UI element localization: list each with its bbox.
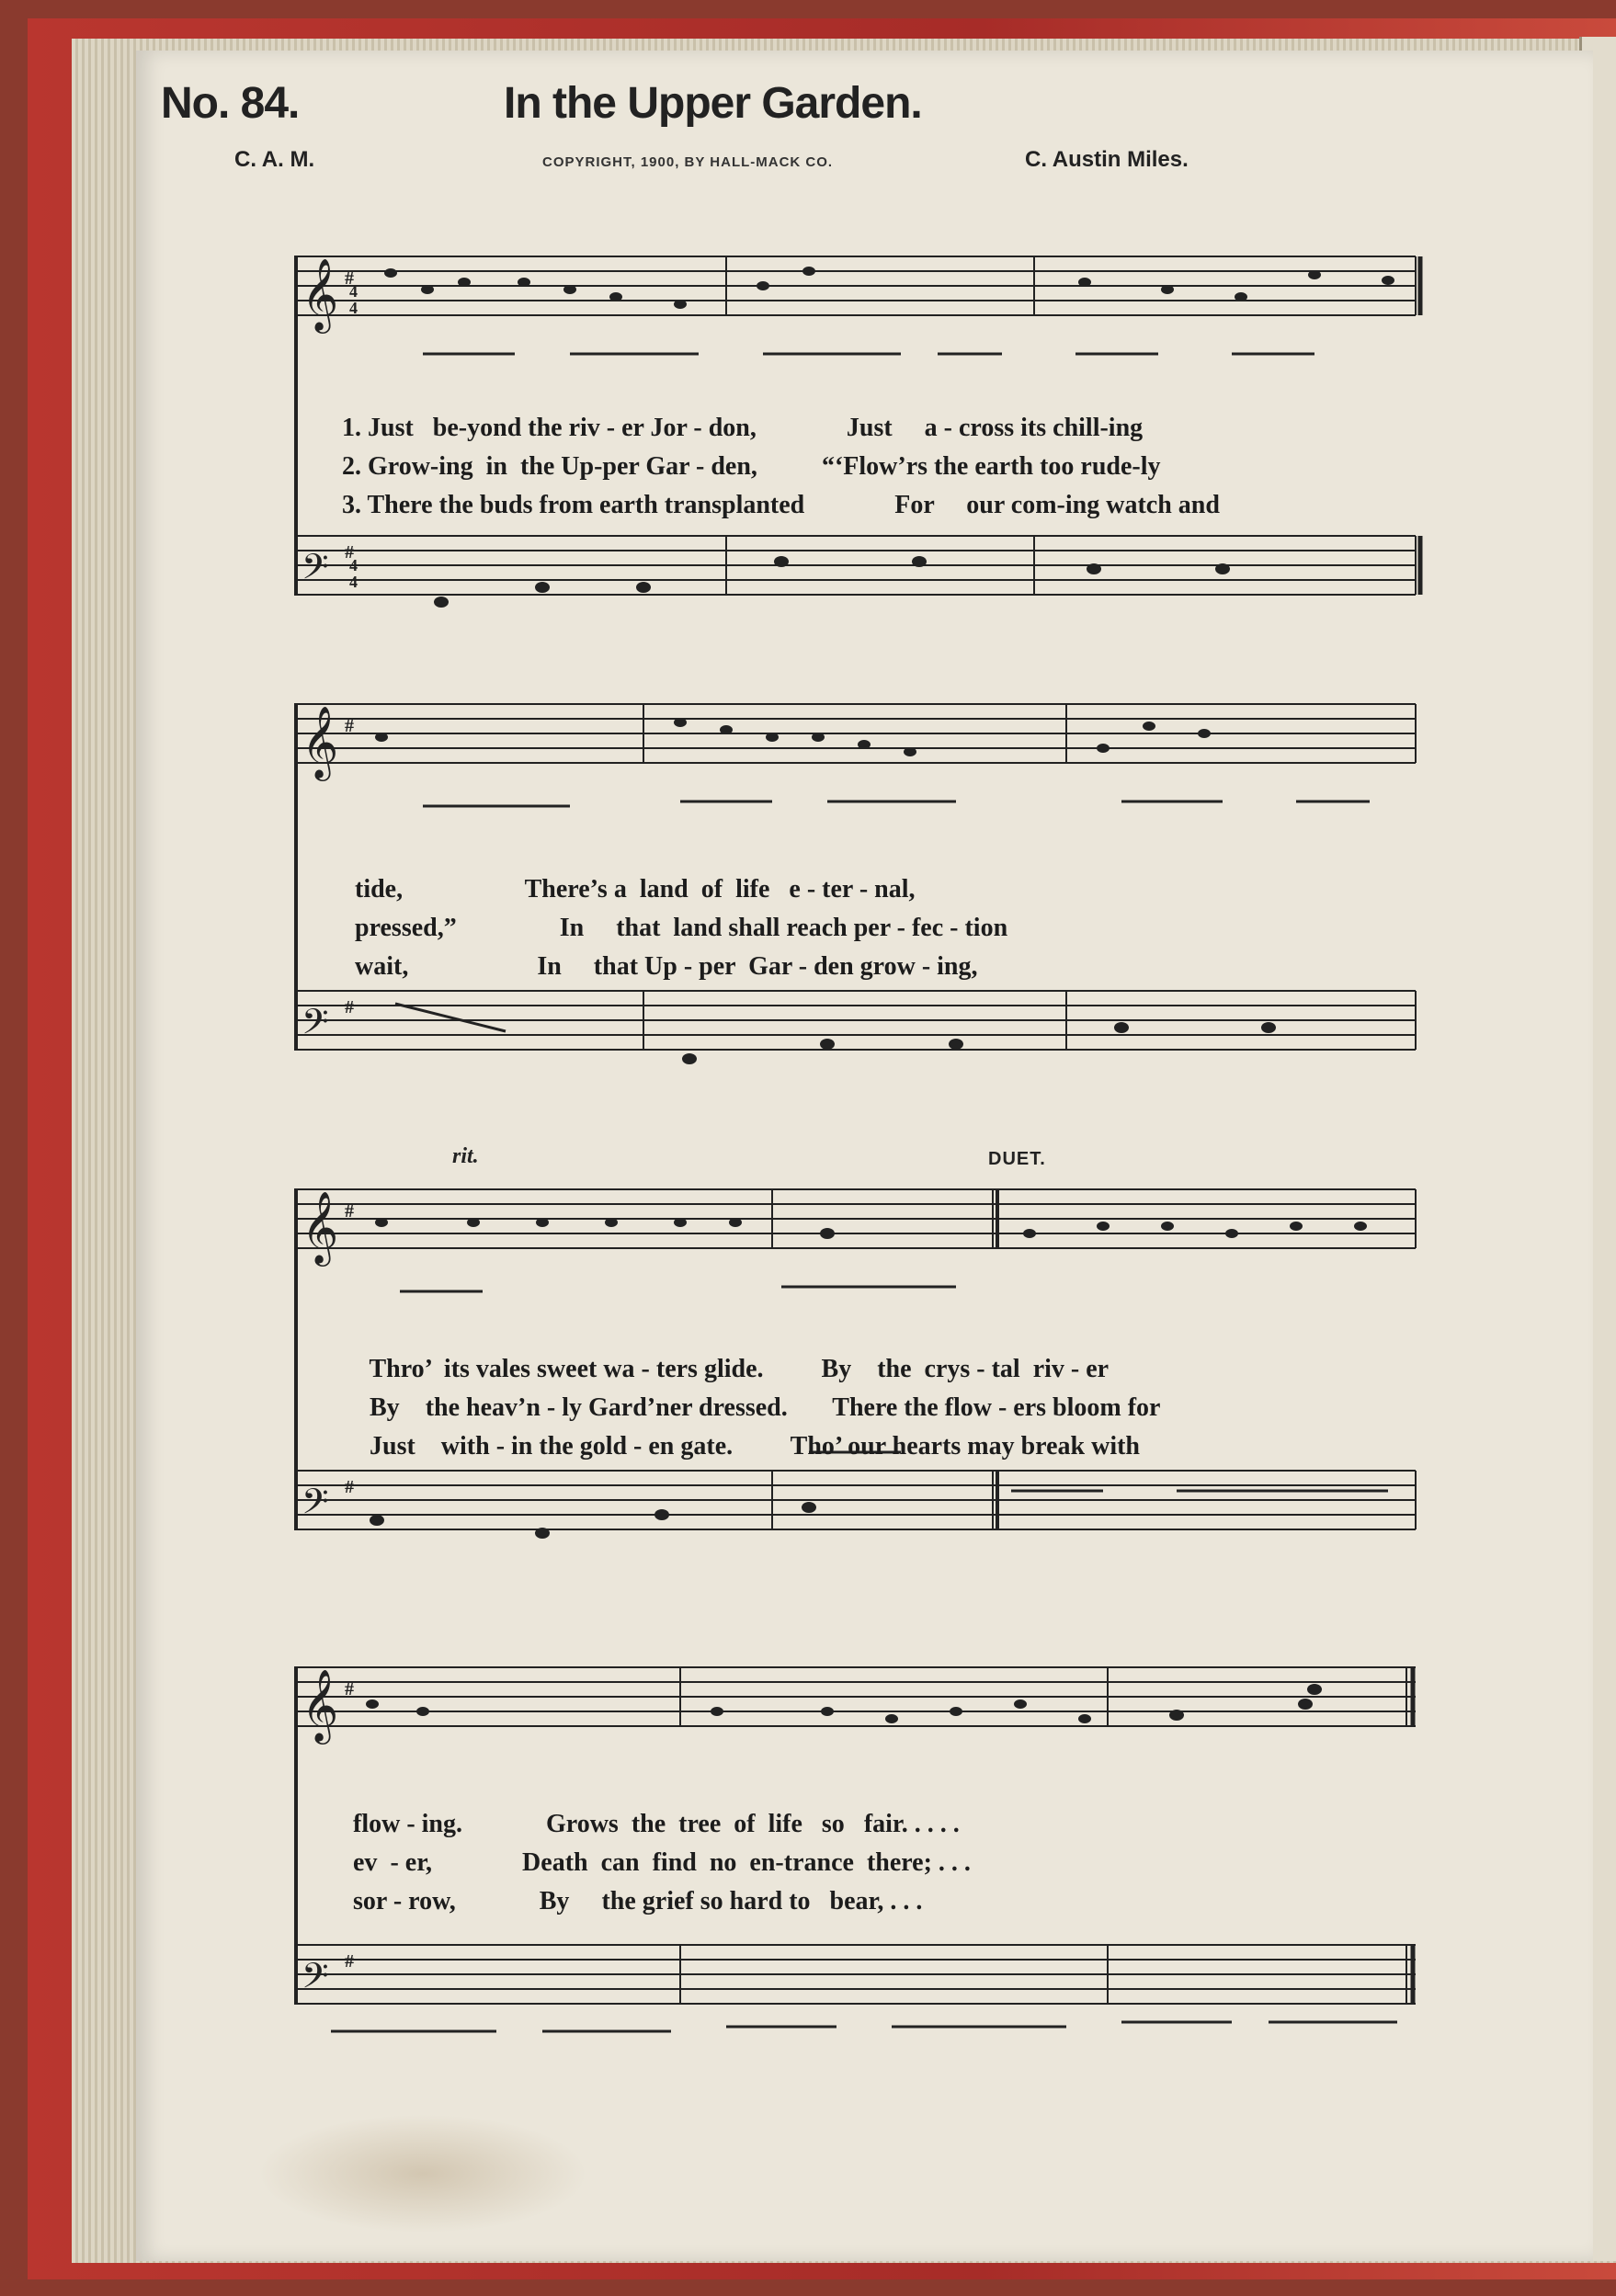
lyric-word: Just bbox=[846, 414, 893, 442]
lyric-word: By bbox=[539, 1887, 570, 1915]
lyric-word: By bbox=[370, 1393, 400, 1422]
lyric-word: the bbox=[904, 1393, 939, 1422]
svg-text:#: # bbox=[345, 1201, 354, 1222]
lyric-word: that bbox=[593, 952, 639, 981]
lyric-word: flow - ers bloom for bbox=[944, 1393, 1161, 1422]
svg-text:𝄢: 𝄢 bbox=[302, 546, 329, 596]
lyric-word: Thro’ bbox=[369, 1355, 431, 1383]
lyric-word: en-trance bbox=[749, 1848, 854, 1877]
lyric-word: tide, bbox=[355, 875, 404, 904]
lyric-s2-v3 bbox=[342, 923, 978, 982]
duet-mark: DUET. bbox=[988, 1149, 1046, 1169]
lyric-word: land bbox=[639, 875, 689, 904]
lyric-word: that bbox=[616, 914, 661, 942]
water-stain bbox=[257, 2114, 588, 2233]
svg-text:4: 4 bbox=[349, 299, 358, 317]
lyric-word: Just bbox=[370, 1432, 415, 1461]
svg-text:𝄢: 𝄢 bbox=[302, 1001, 329, 1051]
lyric-s1-v3 bbox=[329, 461, 1220, 520]
lyric-word: Grows bbox=[546, 1810, 619, 1838]
lyric-word: Grow-ing bbox=[368, 452, 473, 481]
lyric-word: a - cross its chill-ing bbox=[924, 414, 1144, 442]
lyric-word: gold - en gate. bbox=[579, 1432, 734, 1461]
svg-text:#: # bbox=[345, 1679, 354, 1699]
svg-text:4: 4 bbox=[349, 282, 358, 301]
lyric-word: the earth too rude-ly bbox=[934, 452, 1161, 481]
lyric-word: our hearts may break with bbox=[848, 1432, 1140, 1461]
lyric-word: of bbox=[734, 1810, 756, 1838]
svg-text:#: # bbox=[345, 1477, 354, 1497]
lyric-word: life bbox=[768, 1810, 802, 1838]
lyric-word: the bbox=[631, 1810, 666, 1838]
lyric-word: life bbox=[735, 875, 770, 904]
lyric-word: crys - tal bbox=[924, 1355, 1020, 1383]
ritardando-mark: rit. bbox=[452, 1144, 479, 1168]
lyric-word: so bbox=[821, 1810, 845, 1838]
lyric-word: Gard’ner dressed. bbox=[588, 1393, 788, 1422]
lyric-word: There bbox=[832, 1393, 898, 1422]
lyric-word: bear, . . . bbox=[829, 1887, 923, 1915]
svg-text:#: # bbox=[345, 542, 354, 563]
lyric-word: “‘Flow’rs bbox=[821, 452, 928, 481]
lyric-word: There the buds from earth transplanted bbox=[367, 491, 805, 519]
svg-text:#: # bbox=[345, 716, 354, 736]
lyric-word: a bbox=[613, 875, 627, 904]
lyric-s3-v3 bbox=[357, 1403, 1140, 1461]
lyric-word: the bbox=[539, 1432, 574, 1461]
composer-credit: C. Austin Miles. bbox=[1025, 147, 1189, 172]
lyric-word: with - in bbox=[440, 1432, 533, 1461]
svg-text:#: # bbox=[345, 997, 354, 1017]
lyric-word: 1. bbox=[342, 414, 361, 442]
lyric-word: hard to bbox=[729, 1887, 811, 1915]
lyric-word: Up - per bbox=[644, 952, 736, 981]
lyric-word: By bbox=[821, 1355, 852, 1383]
lyric-word: can bbox=[600, 1848, 640, 1877]
svg-text:𝄞: 𝄞 bbox=[302, 706, 339, 779]
svg-text:𝄢: 𝄢 bbox=[302, 1955, 329, 2005]
lyric-word: land shall reach per - fec - tion bbox=[673, 914, 1008, 942]
lyric-word: there; . . . bbox=[866, 1848, 971, 1877]
lyric-word: - er, bbox=[390, 1848, 433, 1877]
lyric-word: be-yond the riv - er Jor - don, bbox=[432, 414, 757, 442]
lyric-word: For bbox=[894, 491, 935, 519]
lyric-word: in bbox=[485, 452, 507, 481]
lyric-word: ev bbox=[353, 1848, 378, 1877]
lyric-word: of bbox=[700, 875, 723, 904]
hymn-number: No. 84. bbox=[161, 79, 300, 128]
lyric-word: no bbox=[709, 1848, 737, 1877]
lyric-word: pressed,” bbox=[355, 914, 457, 942]
lyric-word: the bbox=[601, 1887, 636, 1915]
lyric-word: 2. bbox=[342, 452, 361, 481]
lyric-word: grief so bbox=[642, 1887, 723, 1915]
lyric-word: riv - er bbox=[1032, 1355, 1110, 1383]
lyric-word: e - ter - nal, bbox=[789, 875, 916, 904]
svg-text:#: # bbox=[345, 1951, 354, 1972]
lyric-word: 3. bbox=[342, 491, 361, 519]
lyric-word: the bbox=[877, 1355, 912, 1383]
lyricist-credit: C. A. M. bbox=[234, 147, 315, 172]
lyric-word: Just bbox=[368, 414, 414, 442]
lyric-word: its vales sweet wa - ters glide. bbox=[443, 1355, 764, 1383]
lyric-word: tree bbox=[678, 1810, 722, 1838]
lyric-word: flow - ing. bbox=[353, 1810, 462, 1838]
svg-text:𝄞: 𝄞 bbox=[302, 1669, 339, 1742]
lyric-word: find bbox=[652, 1848, 697, 1877]
lyric-word: Gar - den grow - ing, bbox=[748, 952, 978, 981]
svg-text:#: # bbox=[345, 268, 354, 289]
lyric-word: the heav’n - ly bbox=[425, 1393, 583, 1422]
lyric-word: In bbox=[559, 914, 585, 942]
copyright-notice: COPYRIGHT, 1900, BY HALL-MACK CO. bbox=[542, 154, 834, 170]
lyric-word: fair. . . . . bbox=[863, 1810, 960, 1838]
svg-text:𝄞: 𝄞 bbox=[302, 258, 339, 331]
hymn-title: In the Upper Garden. bbox=[504, 79, 922, 128]
lyric-s4-v3 bbox=[340, 1858, 922, 1916]
lyric-word: There’s bbox=[524, 875, 608, 904]
lyric-word: sor - row, bbox=[353, 1887, 456, 1915]
svg-text:4: 4 bbox=[349, 556, 358, 574]
svg-text:𝄞: 𝄞 bbox=[302, 1191, 339, 1264]
svg-text:4: 4 bbox=[349, 573, 358, 591]
lyric-word: our com-ing watch and bbox=[966, 491, 1220, 519]
lyric-word: the Up-per Gar - den, bbox=[519, 452, 757, 481]
lyric-word: wait, bbox=[355, 952, 409, 981]
svg-text:𝄢: 𝄢 bbox=[302, 1481, 329, 1530]
lyric-word: Tho’ bbox=[790, 1432, 842, 1461]
lyric-word: In bbox=[537, 952, 562, 981]
lyric-word: Death bbox=[522, 1848, 588, 1877]
